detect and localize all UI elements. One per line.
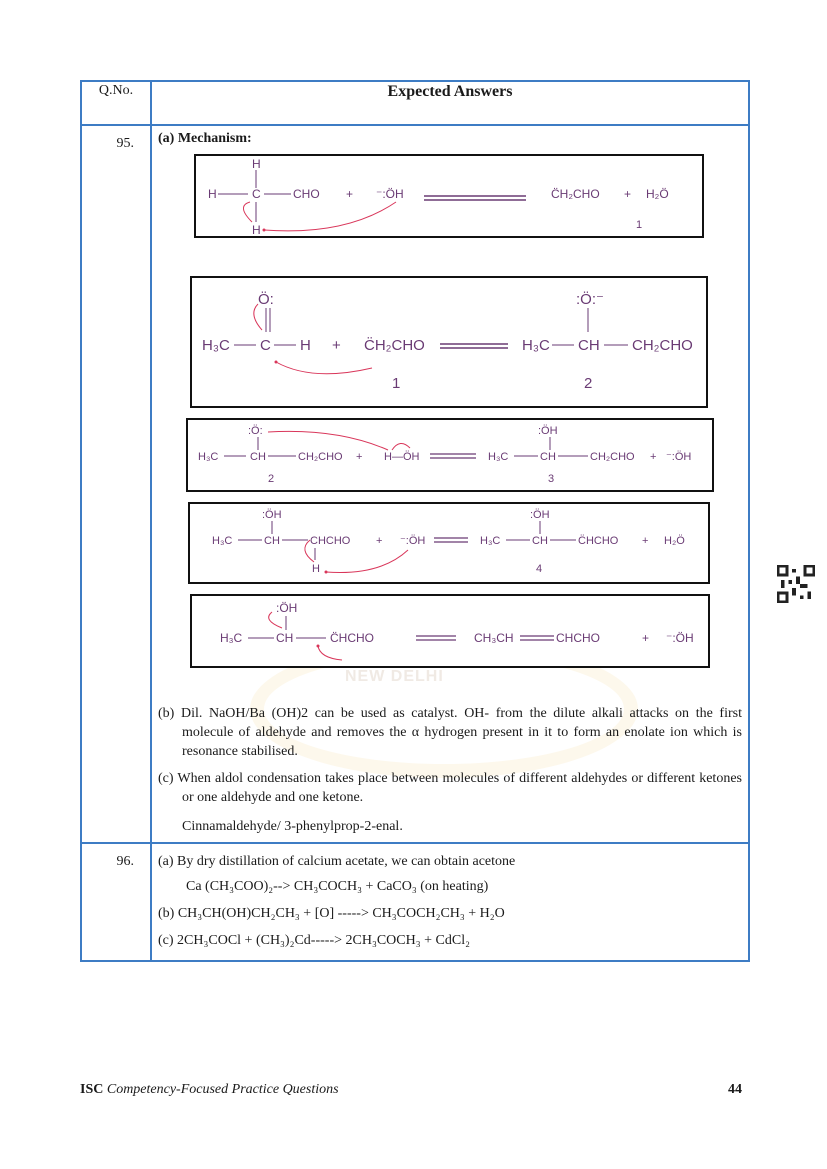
svg-text:Ö:: Ö: [258,291,274,308]
part-a-label: (a) Mechanism: [158,131,252,146]
svg-text:⁻:ÖH: ⁻:ÖH [666,631,694,645]
svg-text:H₃C: H₃C [212,535,233,547]
part-c-answer: Cinnamaldehyde/ 3-phenylprop-2-enal. [182,819,403,834]
svg-text:+: + [642,631,650,645]
svg-text::ÖH: :ÖH [276,601,298,615]
svg-text:1: 1 [392,375,401,392]
answer-cell-q96 [151,843,749,961]
svg-text:CHO: CHO [293,187,320,201]
svg-text::Ö:⁻: :Ö:⁻ [576,291,604,308]
svg-text:2: 2 [584,375,593,392]
svg-text:H₃C: H₃C [480,535,501,547]
svg-text:H—ÖH: H—ÖH [384,451,420,463]
svg-text:+: + [332,337,341,354]
svg-text::ÖH: :ÖH [530,509,550,521]
svg-text:CH₃CH: CH₃CH [474,631,514,645]
svg-text:CH₂CHO: CH₂CHO [632,337,693,354]
svg-text::Ö:: :Ö: [248,425,263,437]
svg-text:+: + [356,451,363,463]
reaction-step-4 [188,502,710,584]
svg-text:H₃C: H₃C [220,631,243,645]
page-number: 44 [728,1082,742,1097]
svg-text:H₃C: H₃C [488,451,509,463]
svg-text:CH: CH [264,535,280,547]
footer-brand: ISC [80,1082,104,1097]
reaction-step-5 [190,594,710,668]
svg-text:⁻:ÖH: ⁻:ÖH [666,451,692,463]
reaction-step-2 [190,276,708,408]
svg-text:H: H [300,337,311,354]
svg-text:CH: CH [540,451,556,463]
svg-text:4: 4 [536,563,543,575]
svg-text:CH₂CHO: CH₂CHO [298,451,343,463]
svg-text:CH: CH [276,631,294,645]
question-number: 96. [81,843,151,961]
svg-text:+: + [650,451,657,463]
svg-text:2: 2 [268,473,275,485]
question-number: 95. [81,125,151,843]
svg-text:C: C [252,187,261,201]
svg-text:H₃C: H₃C [522,337,550,354]
answer-cell-q95 [151,125,749,843]
qr-code-icon [777,565,815,603]
svg-text:3: 3 [548,473,555,485]
svg-text::ÖH: :ÖH [538,425,558,437]
q96-part-c: (c) 2CH₃COCl + (CH₃)₂Cd-----> 2CH₃COCH₃ + CdCl₂ [158,933,470,948]
svg-text:H: H [252,223,261,236]
svg-text:CH: CH [250,451,266,463]
svg-text:C: C [260,337,271,354]
svg-text:C̈H₂CHO: C̈H₂CHO [551,187,600,201]
svg-text:CH: CH [578,337,600,354]
svg-text:H: H [252,157,261,171]
part-b-text: (b) Dil. NaOH/Ba (OH)2 can be used as catalyst. OH- from the dilute alkali attacks on the first molecule of aldehyde and removes the α hydrogen present in it to form an enolate ion which is resonance stabilised. [158,706,742,759]
svg-text:CHCHO: CHCHO [310,535,351,547]
svg-text:H: H [208,187,217,201]
reaction-step-1 [194,154,704,238]
table-header-row [81,81,749,125]
footer-title: Competency-Focused Practice Questions [106,1082,339,1097]
svg-text:C̈H₂CHO: C̈H₂CHO [364,337,425,354]
svg-text:C̈HCHO: C̈HCHO [578,535,619,547]
svg-text:⁻:ÖH: ⁻:ÖH [376,187,404,201]
svg-text:1: 1 [636,219,643,231]
svg-text:+: + [642,535,649,547]
svg-text:+: + [346,187,354,201]
svg-text:+: + [624,187,632,201]
svg-text:H₃C: H₃C [198,451,219,463]
svg-text:CH: CH [532,535,548,547]
svg-text:CHCHO: CHCHO [556,631,600,645]
watermark-text: NEW DELHI [345,668,444,685]
svg-text:H: H [312,563,320,575]
q96-part-b: (b) CH₃CH(OH)CH₂CH₃ + [O] -----> CH₃COCH₂CH₃ + H₂O [158,906,505,921]
svg-text:+: + [376,535,383,547]
q96-part-a-equation: Ca (CH₃COO)₂--> CH₃COCH₃ + CaCO₃ (on heating) [186,879,489,894]
table-row-q96 [81,843,749,961]
svg-text::ÖH: :ÖH [262,509,282,521]
part-c-text: (c) When aldol condensation takes place between molecules of different aldehydes or different ketones or one aldehyde and one ketone. [158,771,742,805]
q96-part-a: (a) By dry distillation of calcium acetate, we can obtain acetone [158,854,516,869]
svg-text:H₃C: H₃C [202,337,230,354]
header-expected-answers: Expected Answers [151,81,749,125]
svg-text:H₂Ö: H₂Ö [664,535,685,547]
reaction-step-3 [186,418,714,492]
svg-text:⁻:ÖH: ⁻:ÖH [400,535,426,547]
svg-text:CH₂CHO: CH₂CHO [590,451,635,463]
table-row-q95 [81,125,749,843]
page-footer [80,1082,742,1098]
svg-text:H₂Ö: H₂Ö [646,187,669,201]
svg-text:C̈HCHO: C̈HCHO [330,631,374,645]
answers-table [80,80,750,962]
header-qno: Q.No. [81,81,151,125]
